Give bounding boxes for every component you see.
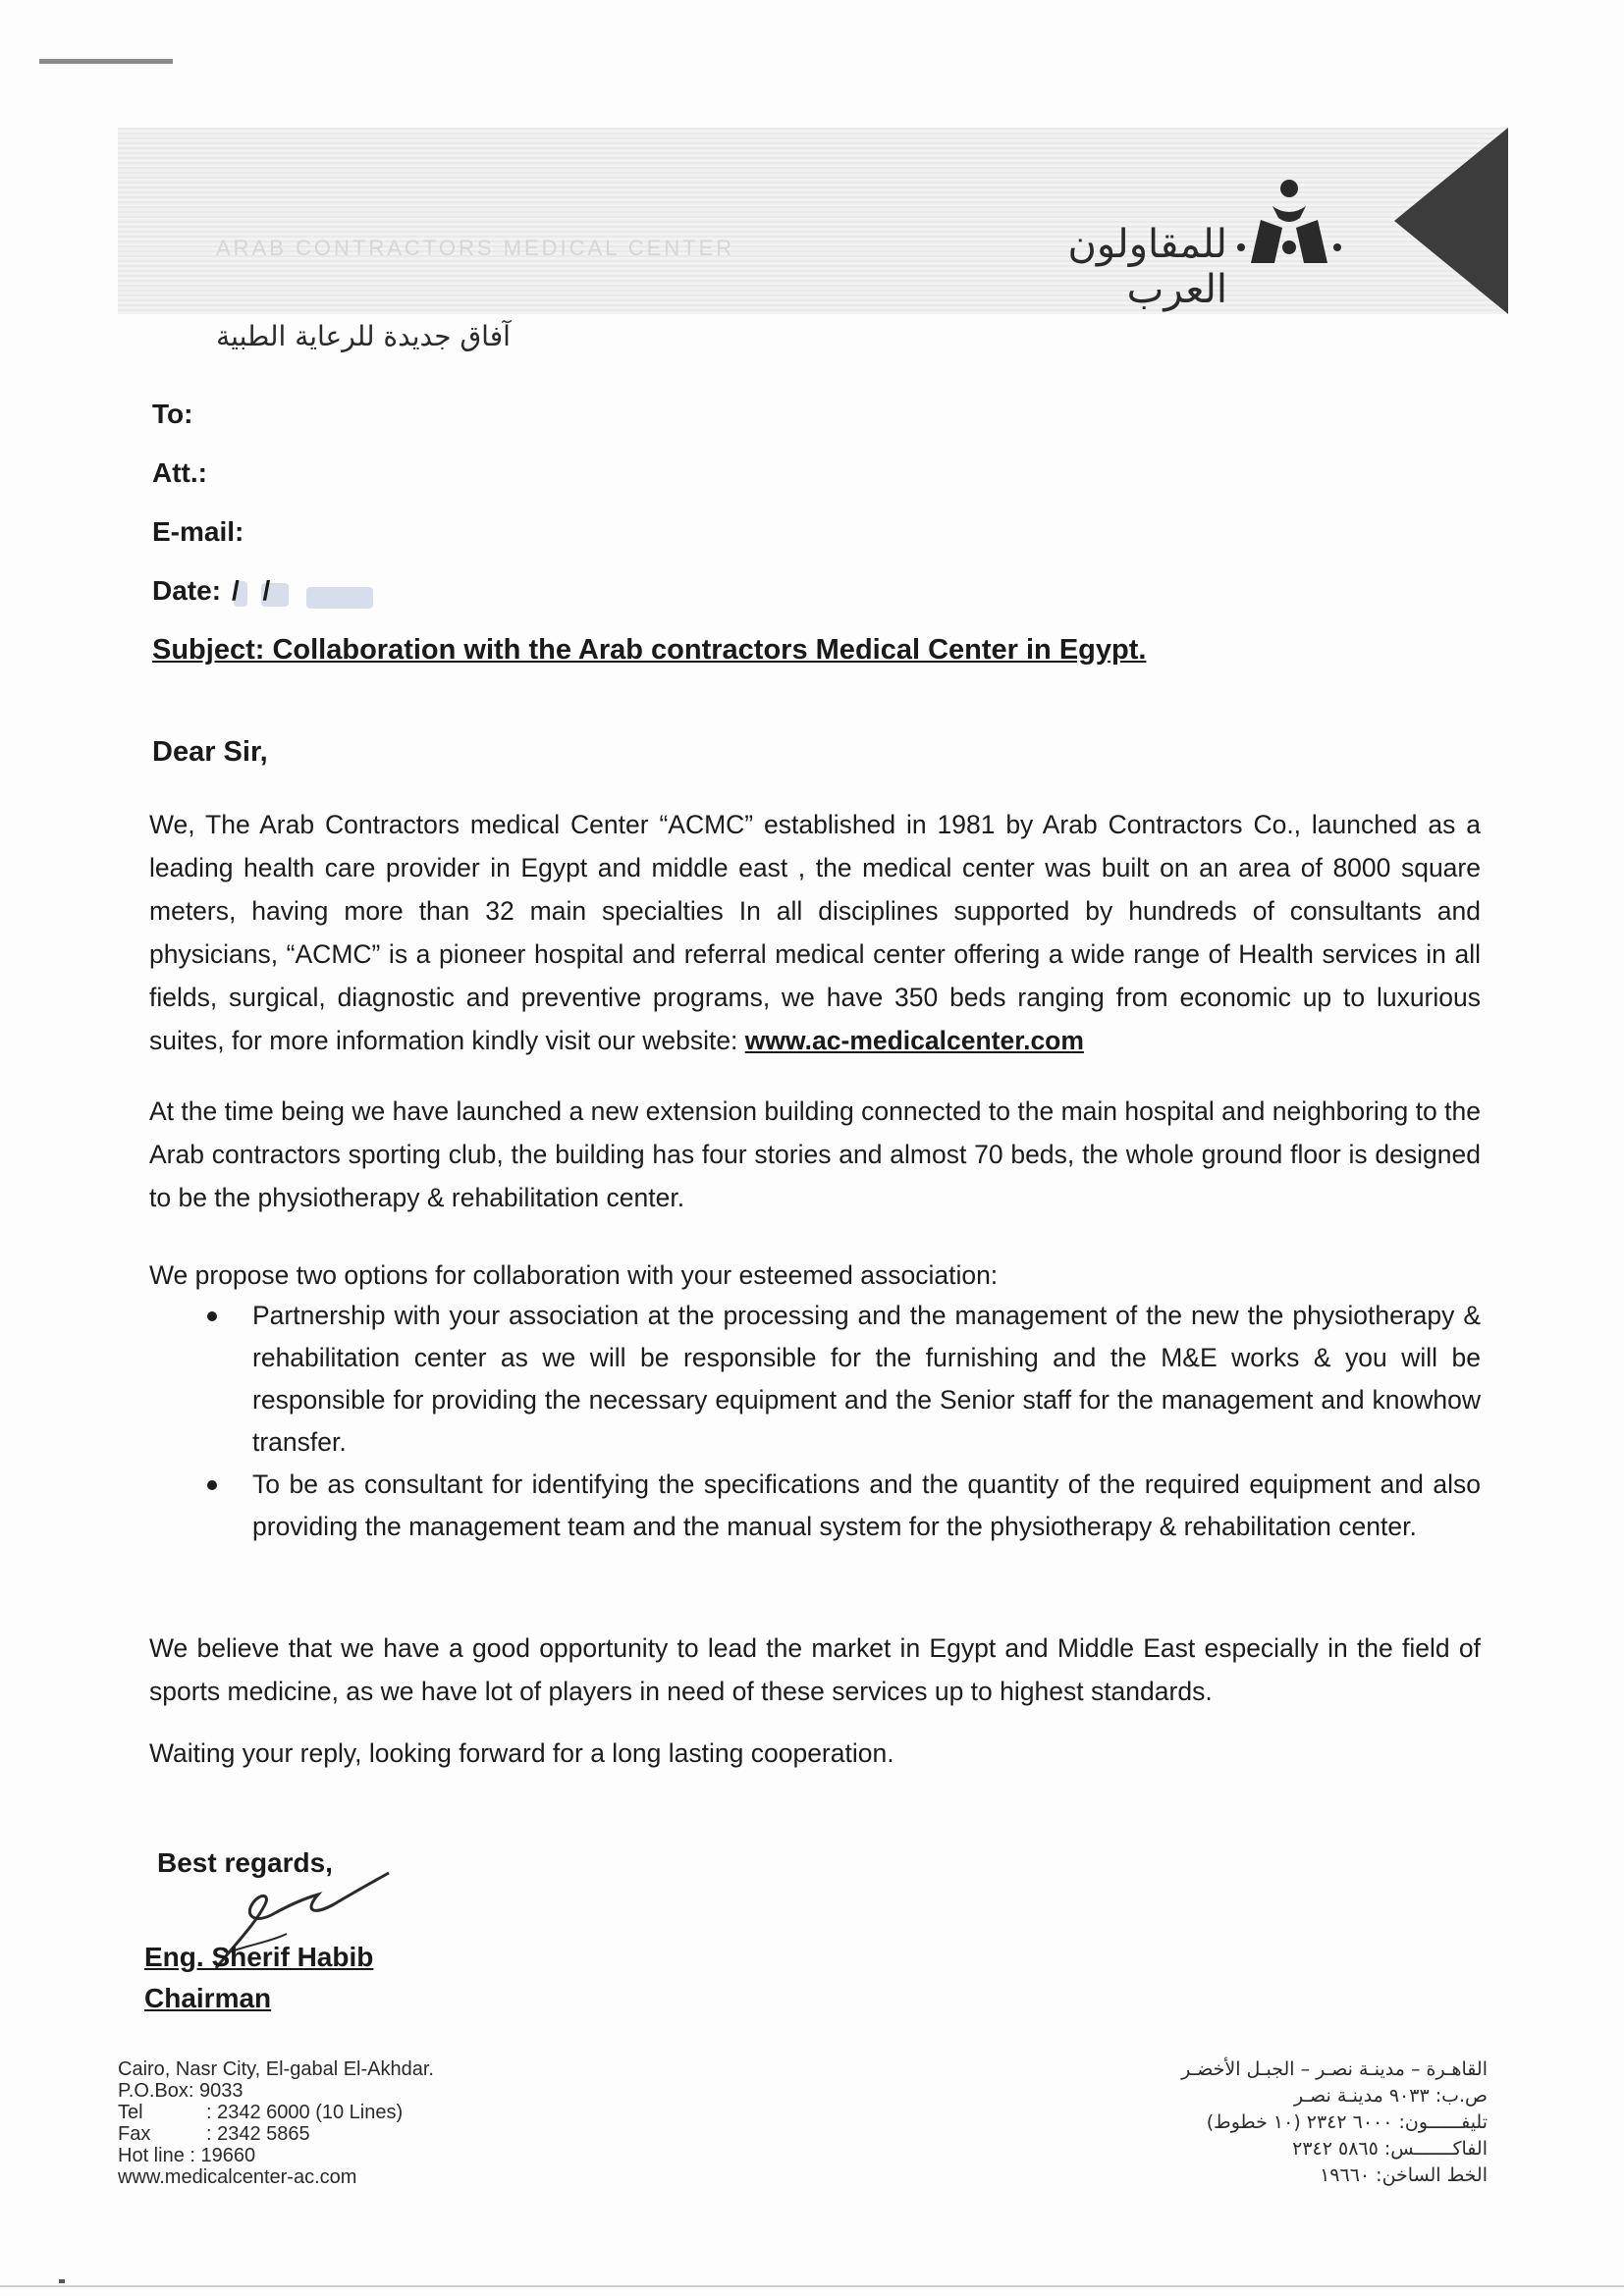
options-list [149, 1295, 1481, 1548]
footer-fax-row [118, 2123, 434, 2145]
website-link[interactable]: www.ac-medicalcenter.com [744, 1026, 1084, 1055]
email-label: E-mail: [152, 516, 244, 547]
scan-edge [0, 2285, 1624, 2287]
redaction-mark [306, 587, 373, 609]
bullet-icon [207, 1480, 217, 1490]
scan-speck [59, 2279, 65, 2283]
bullet-icon [207, 1311, 217, 1321]
footer-ar-hotline: الخط الساخن: ١٩٦٦٠ [1320, 2164, 1488, 2186]
company-tagline-arabic: آفاق جديدة للرعاية الطبية [216, 320, 511, 352]
footer-contact-english [118, 2058, 434, 2188]
option-text: Partnership with your association at the processing and the management of the new the physiotherapy & rehabilitation center as we will be responsible for the furnishing and the M&E works & you will be responsible for providing the necessary equipment and the Senior staff for the management and knowhow transfer. [252, 1301, 1481, 1457]
footer-contact-arabic [982, 2056, 1488, 2189]
paragraph-closing-remark: Waiting your reply, looking forward for a long lasting cooperation. [149, 1738, 894, 1768]
date-value: / / [232, 575, 279, 606]
footer-address: Cairo, Nasr City, El-gabal El-Akhdar. [118, 2058, 434, 2080]
scan-mark [39, 59, 173, 64]
signer-title: Chairman [144, 1983, 272, 2013]
date-label: Date: [152, 575, 222, 606]
list-item [149, 1295, 1481, 1464]
closing-phrase: Best regards, [157, 1847, 333, 1878]
footer-tel-row [118, 2102, 434, 2123]
signer-name: Eng. Sherif Habib [144, 1942, 374, 1972]
paragraph-opportunity: We believe that we have a good opportunity to lead the market in Egypt and Middle East especially in the field of sports medicine, as we have lot of players in need of these services up to highest standards. [149, 1633, 1481, 1706]
footer-ar-tel: تليفــــــون: ٦٠٠٠ ٢٣٤٢ (١٠ خطوط) [1206, 2111, 1488, 2133]
footer-tel-label: Tel [118, 2102, 143, 2123]
company-name-arabic: للمقاولون العرب [1067, 222, 1227, 312]
footer-pobox: P.O.Box: 9033 [118, 2080, 244, 2102]
paragraph-intro-text: We, The Arab Contractors medical Center “ACMC” established in 1981 by Arab Contractors Co., launched as a leading health care provider in Egypt and middle east , the medical center was built on an area of 8000 square meters, having more than 32 main specialties In all disciplines supported by hundreds of consultants and physicians, “ACMC” is a pioneer hospital and referral medical center offering a wide range of Health services in all fields, surgical, diagnostic and preventive programs, we have 350 beds ranging from economic up to luxurious suites, for more information kindly visit our website: [149, 810, 1481, 1055]
footer-fax-label: Fax [118, 2123, 151, 2145]
paragraph-options-intro: We propose two options for collaboration with your esteemed association: [149, 1260, 999, 1290]
salutation: Dear Sir, [152, 736, 268, 768]
company-logo-icon [1237, 175, 1341, 273]
to-label: To: [152, 399, 193, 429]
footer-website[interactable]: www.medicalcenter-ac.com [118, 2166, 357, 2188]
paragraph-extension: At the time being we have launched a new extension building connected to the main hospital and neighboring to the Arab contractors sporting club, the building has four stories and almost 70 beds, the whole ground floor is designed to be the physiotherapy & rehabilitation center. [149, 1096, 1481, 1212]
option-text: To be as consultant for identifying the specifications and the quantity of the required equipment and also providing the management team and the manual system for the physiotherapy & rehabilitation center. [252, 1469, 1481, 1541]
footer-ar-fax: الفاكـــــــس: ٥٨٦٥ ٢٣٤٢ [1292, 2138, 1488, 2160]
att-label: Att.: [152, 457, 207, 488]
footer-hotline: Hot line : 19660 [118, 2145, 256, 2166]
footer-ar-pobox: ص.ب: ٩٠٣٣ مدينـة نصـر [1294, 2085, 1488, 2107]
footer-fax-value: : 2342 5865 [206, 2123, 310, 2145]
paragraph-intro [149, 803, 1481, 1062]
letterhead-ghost-text: ARAB CONTRACTORS MEDICAL CENTER [216, 236, 735, 260]
footer-ar-address: القاهـرة – مدينـة نصـر – الجبـل الأخضـر [1181, 2058, 1488, 2080]
footer-tel-value: : 2342 6000 (10 Lines) [206, 2102, 404, 2123]
list-item [149, 1464, 1481, 1548]
subject-line: Subject: Collaboration with the Arab contractors Medical Center in Egypt. [152, 634, 1147, 666]
